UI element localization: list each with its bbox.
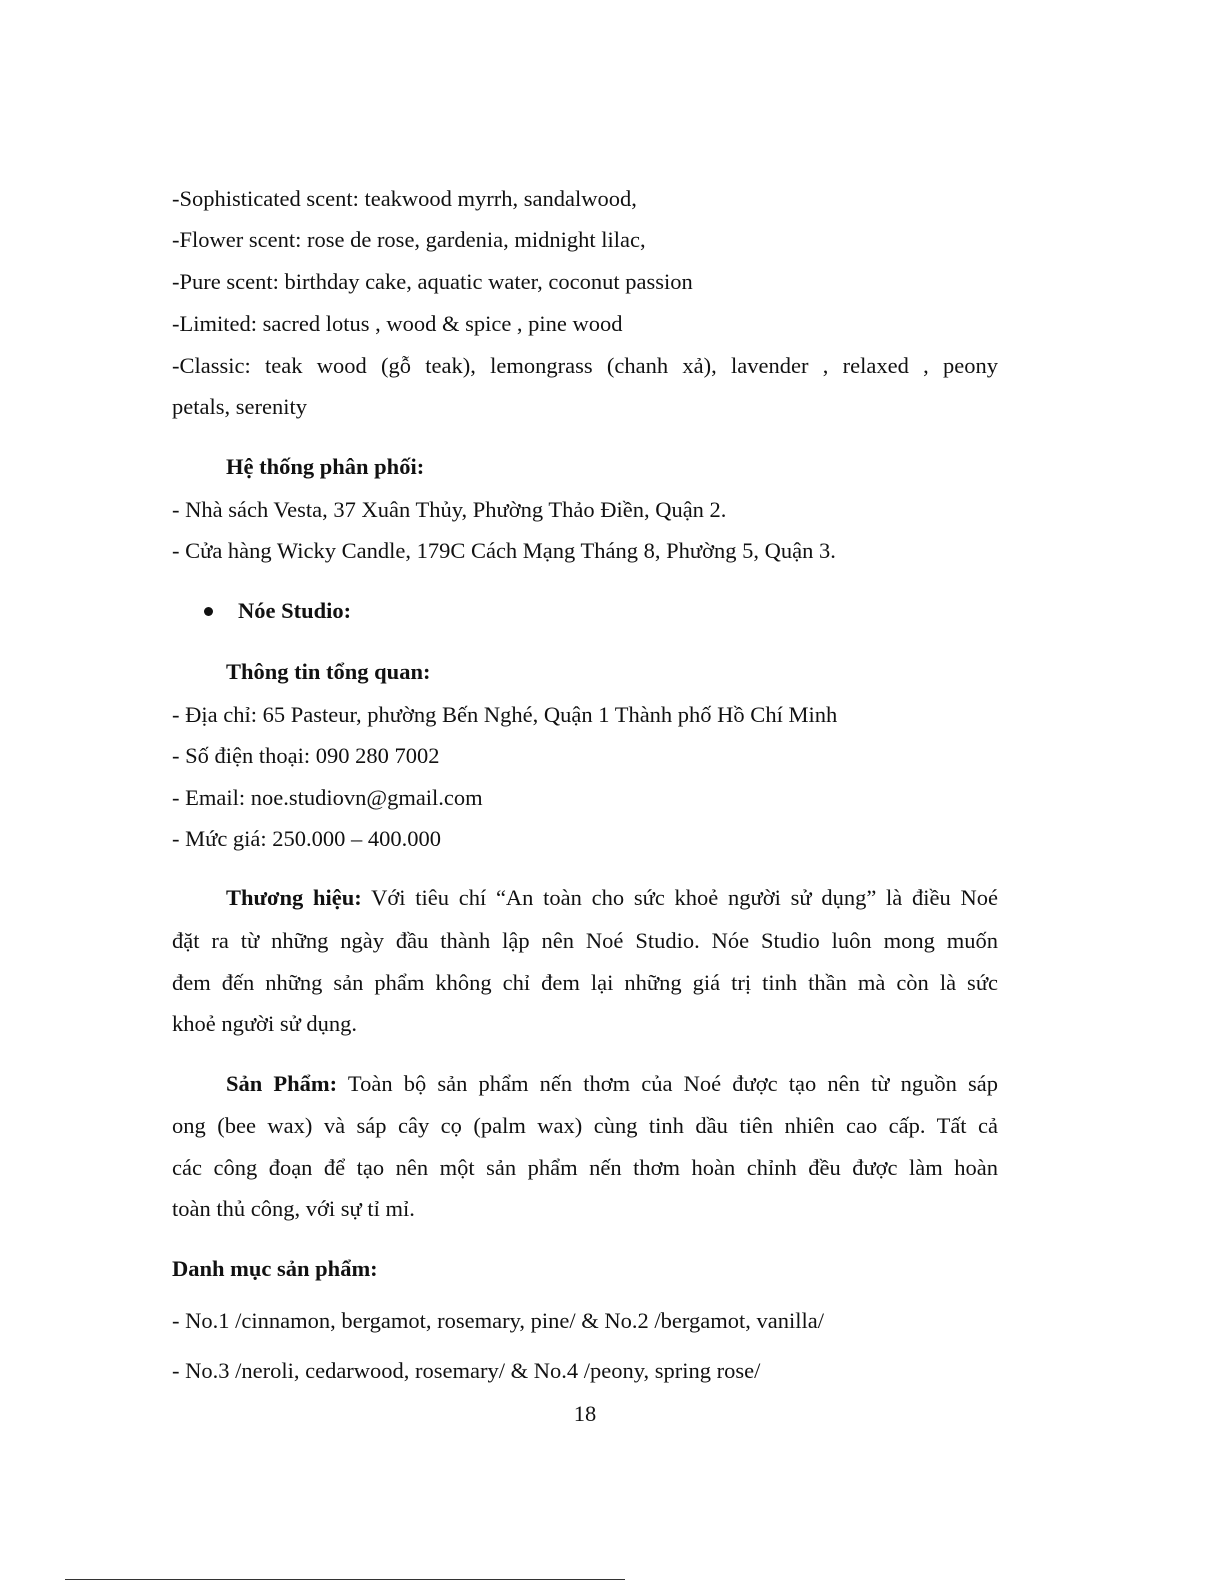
brand-line-3: đem đến những sản phẩm không chỉ đem lại những giá trị tinh thần mà còn là sức [172, 970, 998, 995]
product-line-4: toàn thủ công, với sự tỉ mỉ. [172, 1196, 415, 1221]
noe-studio-title: Nóe Studio: [238, 598, 352, 623]
scent-pure: -Pure scent: birthday cake, aquatic water, coconut passion [172, 269, 693, 294]
document-page [172, 0, 998, 1585]
brand-line-2: đặt ra từ những ngày đầu thành lập nên Noé Studio. Nóe Studio luôn mong muốn [172, 928, 998, 953]
overview-email: - Email: noe.studiovn@gmail.com [172, 785, 483, 810]
catalog-item-2: - No.3 /neroli, cedarwood, rosemary/ & No.4 /peony, spring rose/ [172, 1358, 761, 1383]
noe-studio-bullet [204, 597, 351, 625]
product-line-3: các công đoạn để tạo nên một sản phẩm nến thơm hoàn chỉnh đều được làm hoàn [172, 1155, 998, 1180]
scent-flower: -Flower scent: rose de rose, gardenia, midnight lilac, [172, 227, 646, 252]
scent-limited: -Limited: sacred lotus , wood & spice , pine wood [172, 311, 623, 336]
footer-divider [65, 1579, 625, 1580]
distribution-item-1: - Nhà sách Vesta, 37 Xuân Thủy, Phường Thảo Điền, Quận 2. [172, 497, 727, 522]
brand-line-1: Thương hiệu: Với tiêu chí “An toàn cho sức khoẻ người sử dụng” là điều Noé [226, 885, 998, 910]
overview-phone: - Số điện thoại: 090 280 7002 [172, 743, 440, 768]
scent-classic-line-2: petals, serenity [172, 394, 307, 419]
catalog-heading: Danh mục sản phẩm: [172, 1256, 378, 1281]
product-line-2: ong (bee wax) và sáp cây cọ (palm wax) cùng tinh dầu tiên nhiên cao cấp. Tất cả [172, 1113, 998, 1138]
distribution-heading: Hệ thống phân phối: [226, 454, 425, 479]
product-label: Sản Phẩm: [226, 1071, 338, 1096]
overview-price: - Mức giá: 250.000 – 400.000 [172, 826, 442, 851]
scent-sophisticated: -Sophisticated scent: teakwood myrrh, sandalwood, [172, 186, 637, 211]
bullet-dot-icon [204, 607, 213, 616]
product-line-1: Sản Phẩm: Toàn bộ sản phẩm nến thơm của Noé được tạo nên từ nguồn sáp [226, 1071, 999, 1096]
brand-label: Thương hiệu: [226, 885, 362, 910]
overview-heading: Thông tin tổng quan: [226, 659, 431, 684]
scent-classic-line-1: -Classic: teak wood (gỗ teak), lemongrass (chanh xả), lavender , relaxed , peony [172, 353, 998, 378]
distribution-item-2: - Cửa hàng Wicky Candle, 179C Cách Mạng Tháng 8, Phường 5, Quận 3. [172, 538, 836, 563]
brand-line-4: khoẻ người sử dụng. [172, 1011, 358, 1036]
page-number: 18 [573, 1401, 597, 1426]
overview-address: - Địa chỉ: 65 Pasteur, phường Bến Nghé, Quận 1 Thành phố Hồ Chí Minh [172, 702, 838, 727]
catalog-item-1: - No.1 /cinnamon, bergamot, rosemary, pine/ & No.2 /bergamot, vanilla/ [172, 1308, 824, 1333]
